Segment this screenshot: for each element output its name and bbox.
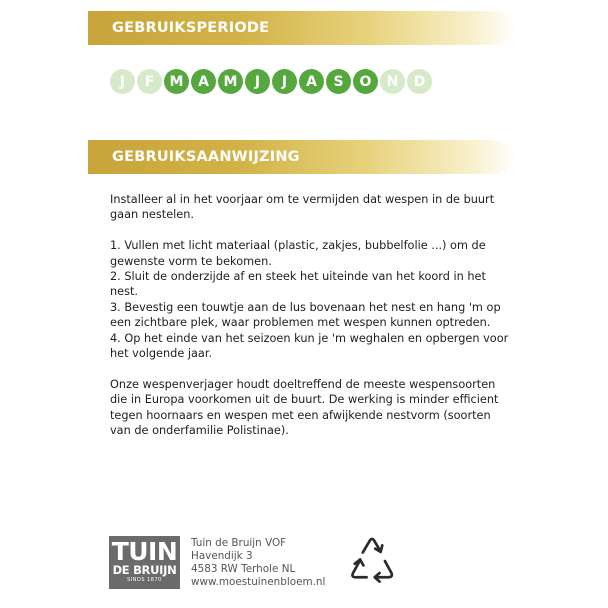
month-aug: A xyxy=(299,69,324,94)
month-jun: J xyxy=(245,69,270,94)
step-4: 4. Op het einde van het seizoen kun je 'm weghalen en opbergen voor het volgende jaar. xyxy=(110,331,509,361)
month-indicator xyxy=(110,69,432,94)
month-apr: A xyxy=(191,69,216,94)
company-street: Havendijk 3 xyxy=(191,550,253,562)
closing-paragraph: Onze wespenverjager houdt doeltreffend de meeste wespensoorten die in Europa voorkomen uit de buurt. De werking is minder efficient tegen hoornaars en wespen met een afwijkende nestvorm (soorten van de onderfamilie Polistinae). xyxy=(110,377,499,438)
instructions-title: GEBRUIKSAANWIJZING xyxy=(112,149,300,165)
month-jul: J xyxy=(272,69,297,94)
intro-paragraph: Installeer al in het voorjaar om te vermijden dat wespen in de buurt gaan nestelen. xyxy=(110,193,495,222)
step-3: 3. Bevestig een touwtje aan de lus bovenaan het nest en hang 'm op een zichtbare plek, waar problemen met wespen kunnen optreden. xyxy=(110,300,501,330)
month-may: M xyxy=(218,69,243,94)
company-name: Tuin de Bruijn VOF xyxy=(191,537,287,549)
company-website: www.moestuinenbloem.nl xyxy=(191,576,326,588)
month-sep: S xyxy=(326,69,351,94)
month-oct: O xyxy=(353,69,378,94)
company-address xyxy=(191,537,325,589)
step-1: 1. Vullen met licht materiaal (plastic, zakjes, bubbelfolie ...) om de gewenste vorm te bekomen. xyxy=(110,239,486,268)
company-city: 4583 RW Terhole NL xyxy=(191,563,296,575)
month-jan: J xyxy=(110,69,135,94)
month-feb: F xyxy=(137,69,162,94)
usage-period-title: GEBRUIKSPERIODE xyxy=(112,20,270,36)
logo-line-2: DE BRUIJN xyxy=(112,563,177,577)
usage-period-banner xyxy=(88,11,518,45)
logo-line-3: SINDS 1870 xyxy=(127,577,162,583)
logo-line-1: TUIN xyxy=(111,537,178,566)
month-nov: N xyxy=(380,69,405,94)
recycle-icon xyxy=(345,534,399,586)
month-dec: D xyxy=(407,69,432,94)
step-2: 2. Sluit de onderzijde af en steek het uiteinde van het koord in het nest. xyxy=(110,270,486,299)
instructions-banner xyxy=(88,140,518,174)
month-mar: M xyxy=(164,69,189,94)
company-logo xyxy=(109,536,180,589)
instructions-text xyxy=(110,192,510,438)
